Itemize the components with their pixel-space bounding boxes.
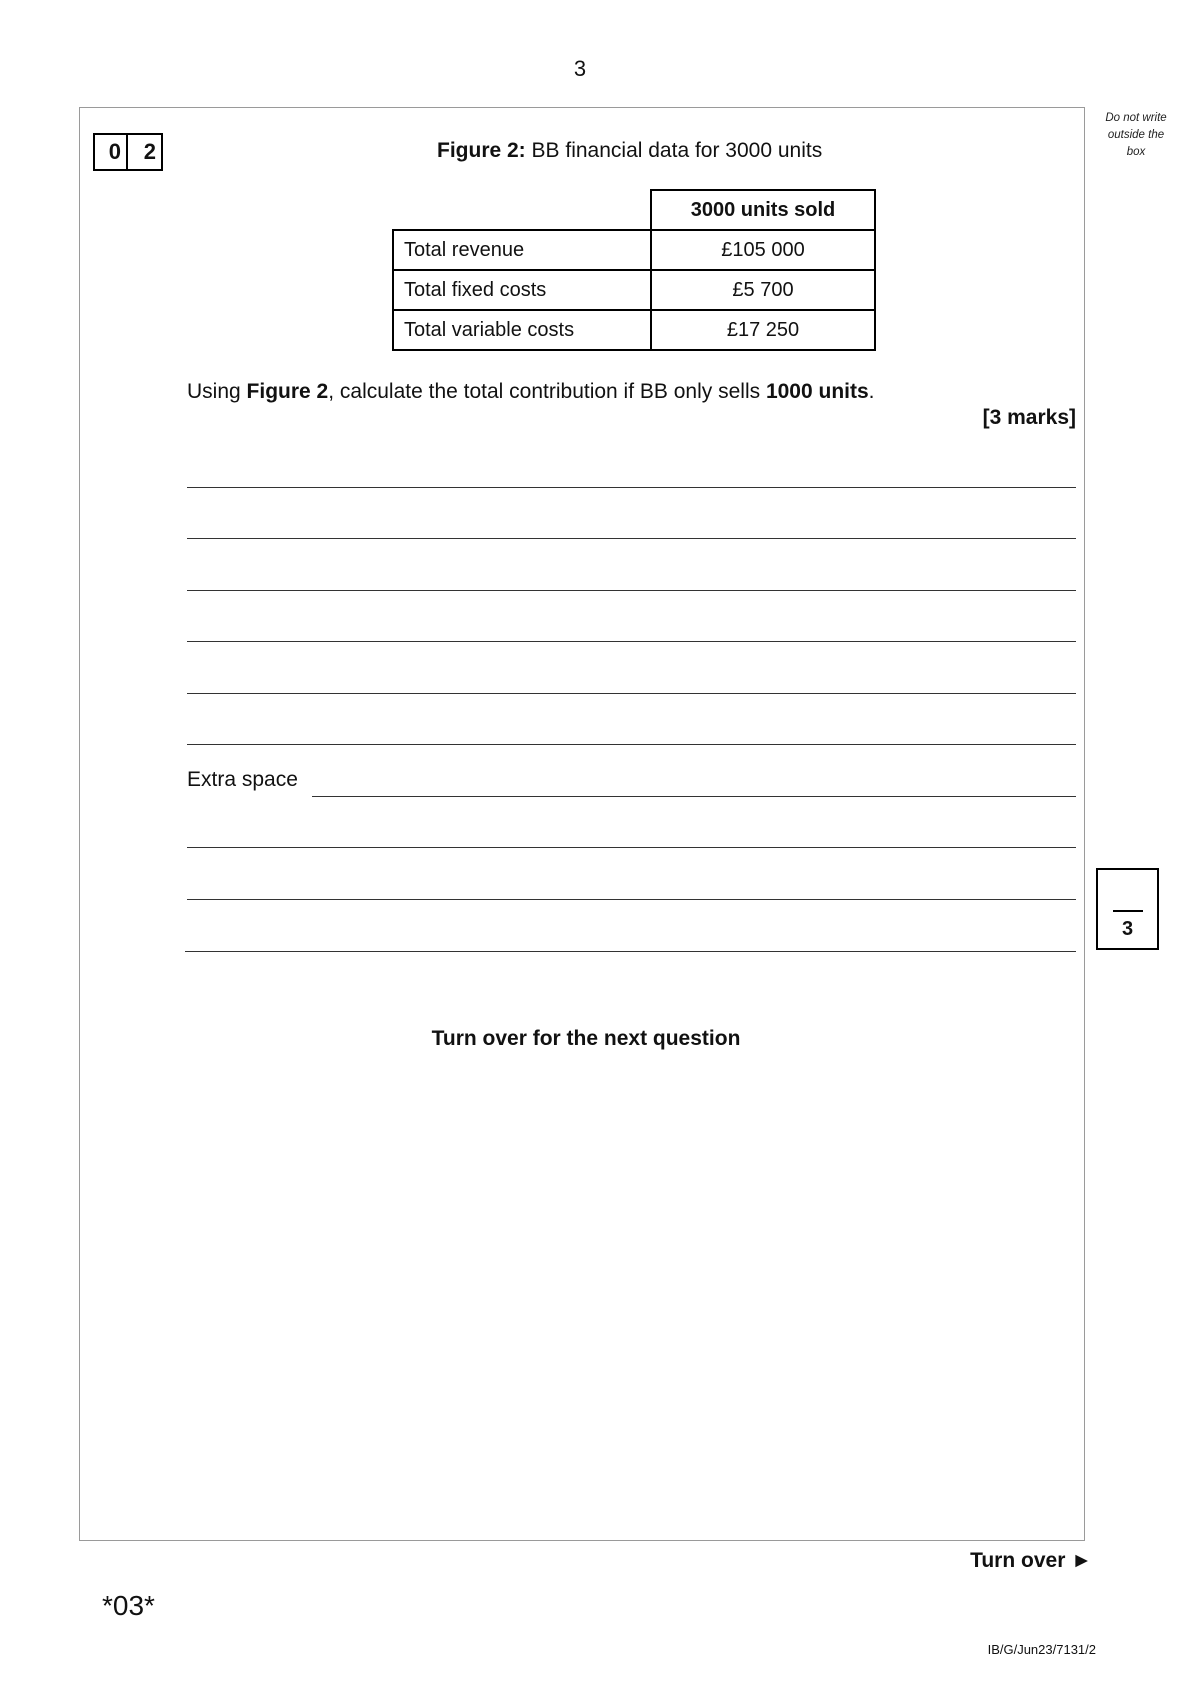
table-row-value: £17 250 — [651, 310, 875, 350]
table-row-value: £5 700 — [651, 270, 875, 310]
answer-line-1[interactable] — [187, 487, 1076, 488]
margin-note-line-1: Do not write — [1105, 112, 1167, 124]
answer-line-6[interactable] — [187, 744, 1076, 745]
margin-note-line-2: outside the — [1107, 129, 1165, 141]
extra-space-label: Extra space — [187, 768, 298, 791]
figure-title — [437, 139, 822, 163]
table-header-row — [393, 190, 875, 230]
margin-note-line-3: box — [1126, 146, 1146, 158]
question-number-digit-1: 0 — [95, 135, 128, 169]
table-row-label: Total variable costs — [393, 310, 651, 350]
extra-space-line-2[interactable] — [187, 847, 1076, 848]
extra-space-line-1[interactable] — [312, 796, 1076, 797]
answer-line-5[interactable] — [187, 693, 1076, 694]
question-figure-ref: Figure 2 — [246, 380, 329, 403]
score-divider — [1113, 910, 1143, 912]
table-row-label: Total revenue — [393, 230, 651, 270]
answer-line-3[interactable] — [187, 590, 1076, 591]
turn-over-label: Turn over ► — [970, 1549, 1092, 1572]
page-number: 3 — [573, 56, 587, 81]
table-row-value: £105 000 — [651, 230, 875, 270]
margin-note — [1088, 110, 1184, 161]
figure-title-text: BB financial data for 3000 units — [525, 139, 823, 162]
question-text — [187, 380, 875, 404]
table-row — [393, 230, 875, 270]
financial-data-table — [392, 189, 876, 351]
extra-space-line-3[interactable] — [187, 899, 1076, 900]
table-row-label: Total fixed costs — [393, 270, 651, 310]
answer-line-4[interactable] — [187, 641, 1076, 642]
answer-line-2[interactable] — [187, 538, 1076, 539]
table-header-blank — [393, 190, 651, 230]
question-units: 1000 units — [765, 380, 869, 403]
question-part-3: . — [868, 380, 875, 403]
question-part-2: , calculate the total contribution if BB only sells — [328, 380, 766, 403]
figure-title-label: Figure 2: — [437, 139, 526, 162]
score-total: 3 — [1121, 918, 1134, 940]
paper-reference: IB/G/Jun23/7131/2 — [987, 1642, 1096, 1657]
page-code: *03* — [102, 1590, 155, 1621]
extra-space-line-4[interactable] — [185, 951, 1076, 952]
table-row — [393, 310, 875, 350]
turn-over-next-question: Turn over for the next question — [431, 1027, 741, 1050]
table-row — [393, 270, 875, 310]
table-column-header: 3000 units sold — [651, 190, 875, 230]
question-number-box — [93, 133, 163, 171]
marks-label: [3 marks] — [982, 406, 1076, 429]
score-box — [1096, 868, 1159, 950]
question-number-digit-2: 2 — [143, 139, 156, 164]
question-part-1: Using — [187, 380, 247, 403]
